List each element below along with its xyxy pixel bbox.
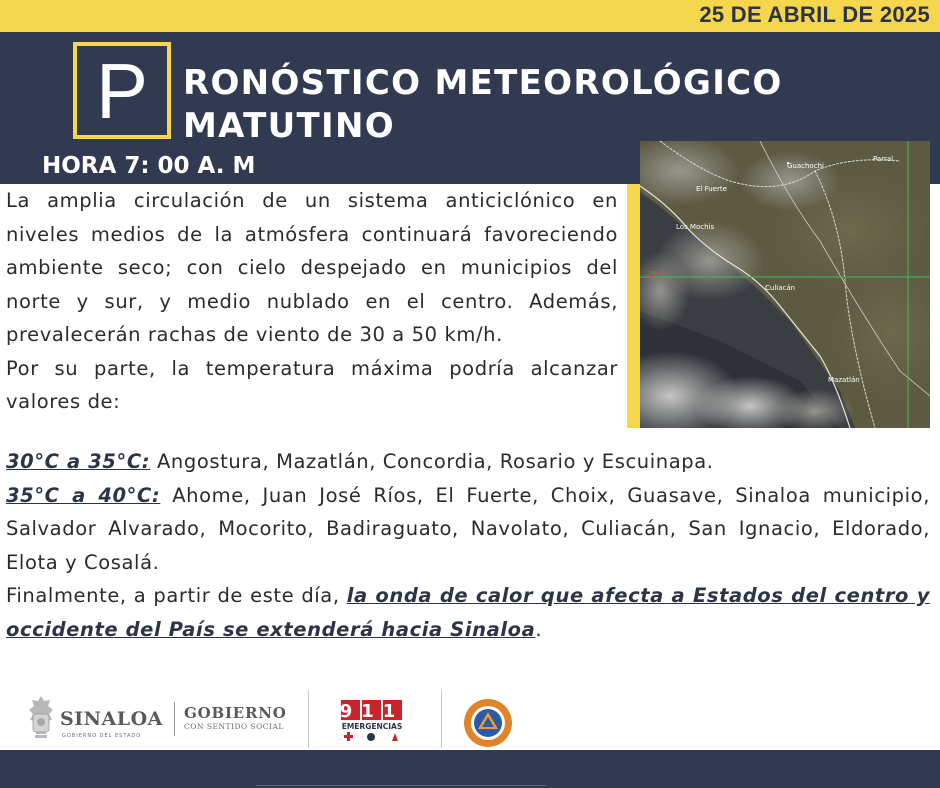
date-label: 25 DE ABRIL DE 2025 (699, 2, 930, 27)
sinaloa-crest-icon (26, 694, 56, 744)
title-line-2: MATUTINO (183, 106, 395, 146)
logo-strip (0, 680, 940, 750)
satellite-map (640, 141, 930, 428)
map-label-culiacan: Culiacán (765, 284, 796, 292)
emergencias-911-logo (340, 699, 404, 745)
logo-divider (441, 690, 442, 748)
footer-bar (0, 750, 940, 788)
satellite-image (640, 141, 930, 428)
range-2-label: 35°C a 40°C: (6, 483, 161, 507)
range-1-label: 30°C a 35°C: (6, 450, 151, 473)
final-emphasis: la onda de calor que afecta a Estados del centro y occidente del País se extenderá hacia Sinaloa (6, 584, 931, 641)
final-suffix: . (535, 617, 543, 641)
forecast-paragraph-2: Por su parte, la temperatura máxima podría alcanzar valores de: (6, 356, 618, 413)
gobierno-wordmark: GOBIERNO (184, 704, 287, 722)
gobierno-del-estado: GOBIERNO DEL ESTADO (62, 733, 142, 739)
proteccion-civil-logo (463, 698, 513, 748)
map-label-latitude: -25° (644, 270, 662, 279)
footer-line (256, 785, 546, 786)
title-initial: P (95, 46, 149, 135)
range-1 (6, 445, 930, 479)
emergencias-label: EMERGENCIAS (341, 722, 403, 731)
range-1-text: Angostura, Mazatlán, Concordia, Rosario y Escuinapa. (150, 450, 714, 473)
forecast-paragraph-1: La amplia circulación de un sistema anticiclónico en niveles medios de la atmósfera continuará favoreciendo ambiente seco; con cielo despejado en municipios del norte y sur, y medio nublado en el centro. Además, prevalecerán rachas de viento de 30 a 50 km/h. (6, 189, 618, 346)
forecast-body (6, 184, 618, 419)
range-2-text: Ahome, Juan José Ríos, El Fuerte, Choix, Guasave, Sinaloa municipio, Salvador Alvarado, Mocorito, Badiraguato, Navolato, Culiacán, San Ignacio, Eldorado, Elota y Cosalá. (6, 483, 930, 574)
sentido-social-tagline: CON SENTIDO SOCIAL (184, 722, 284, 731)
map-label-parral: Parral (873, 155, 894, 163)
map-label-los-mochis: Los Mochis (676, 223, 715, 231)
logo-divider (308, 690, 309, 748)
forecast-ranges (6, 445, 930, 646)
accent-bar (627, 184, 640, 428)
911-digits: 911 (340, 701, 404, 722)
forecast-time: HORA 7: 00 A. M (42, 153, 256, 179)
page-title (183, 62, 783, 148)
map-label-el-fuerte: El Fuerte (696, 185, 727, 193)
top-date-bar (0, 0, 940, 32)
title-initial-box (73, 42, 171, 139)
sinaloa-logo (26, 694, 166, 748)
title-line-1: RONÓSTICO METEOROLÓGICO (183, 63, 783, 103)
map-label-guachochi: Guachochi (787, 162, 824, 170)
sinaloa-wordmark: SINALOA (60, 708, 163, 730)
forecast-final (6, 579, 930, 646)
final-prefix: Finalmente, a partir de este día, (6, 584, 347, 607)
map-label-mazatlan: Mazatlán (828, 376, 860, 384)
logo-divider (174, 702, 175, 736)
range-2 (6, 479, 930, 580)
